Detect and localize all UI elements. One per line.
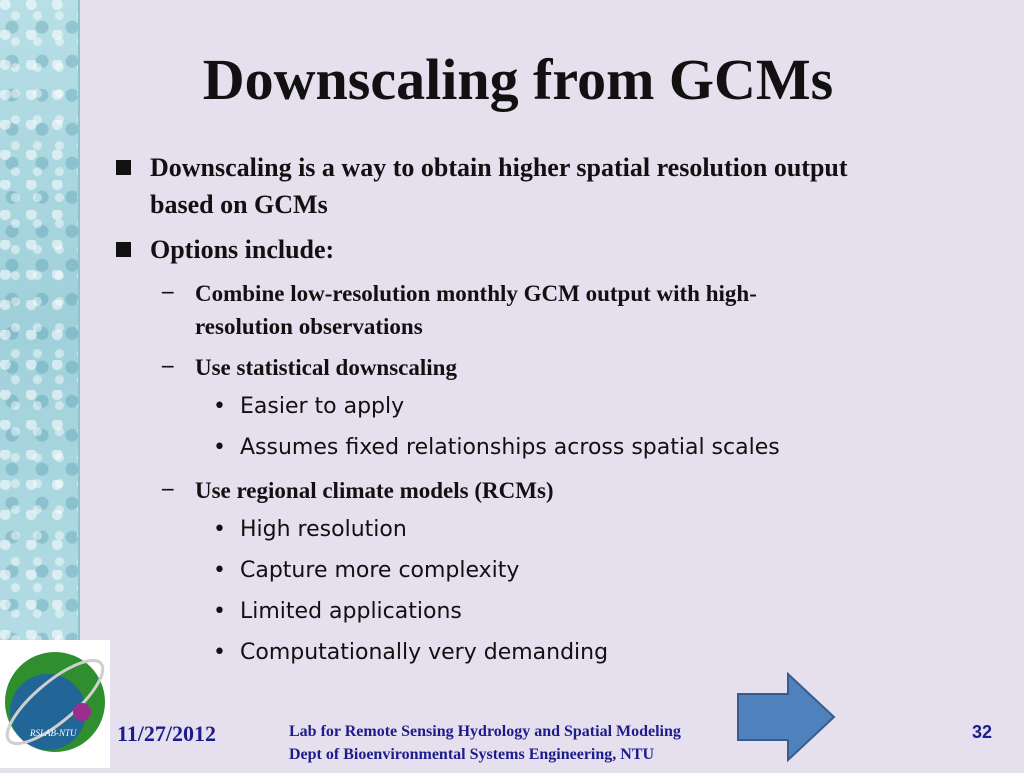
logo-graphic [0,640,110,768]
slide-page-number: 32 [972,722,993,742]
option-combine-line1: Combine low-resolution monthly GCM output with high- [195,281,757,306]
bullet-downscaling-line2: based on GCMs [150,190,328,219]
footer-lab-info [289,720,681,766]
dash-bullet-icon: – [162,475,174,500]
dot-bullet-icon: • [213,599,226,624]
rslab-logo [0,640,110,768]
option-combine-line2: resolution observations [195,314,423,339]
bullet-options: Options include: [150,235,335,264]
dot-bullet-icon: • [213,558,226,583]
dash-bullet-icon: – [162,352,174,377]
rcm-computationally-demanding: Computationally very demanding [240,640,609,665]
slide-title: Downscaling from GCMs [202,47,834,112]
dot-bullet-icon: • [213,517,226,542]
dot-bullet-icon: • [213,640,226,665]
option-rcms: Use regional climate models (RCMs) [195,478,554,503]
footer-date: 11/27/2012 [117,721,217,746]
square-bullet-icon [116,242,131,257]
dash-bullet-icon: – [162,278,174,303]
dot-bullet-icon: • [213,435,226,460]
square-bullet-icon [116,160,131,175]
dot-bullet-icon: • [213,394,226,419]
logo-text: RSLAB-NTU [30,728,77,738]
rcm-capture-complexity: Capture more complexity [240,558,520,583]
rcm-high-resolution: High resolution [240,517,407,542]
statistical-easier: Easier to apply [240,394,405,419]
footer-lab-line1: Lab for Remote Sensing Hydrology and Spatial Modeling [289,723,681,740]
rcm-limited-applications: Limited applications [240,599,462,624]
right-arrow-icon[interactable] [736,672,836,762]
decorative-water-strip [0,0,80,640]
bullet-downscaling-line1: Downscaling is a way to obtain higher spatial resolution output [150,153,848,182]
footer-lab-line2: Dept of Bioenvironmental Systems Engineering, NTU [289,746,655,763]
option-statistical: Use statistical downscaling [195,355,457,380]
statistical-assumes: Assumes fixed relationships across spatial scales [240,435,780,460]
